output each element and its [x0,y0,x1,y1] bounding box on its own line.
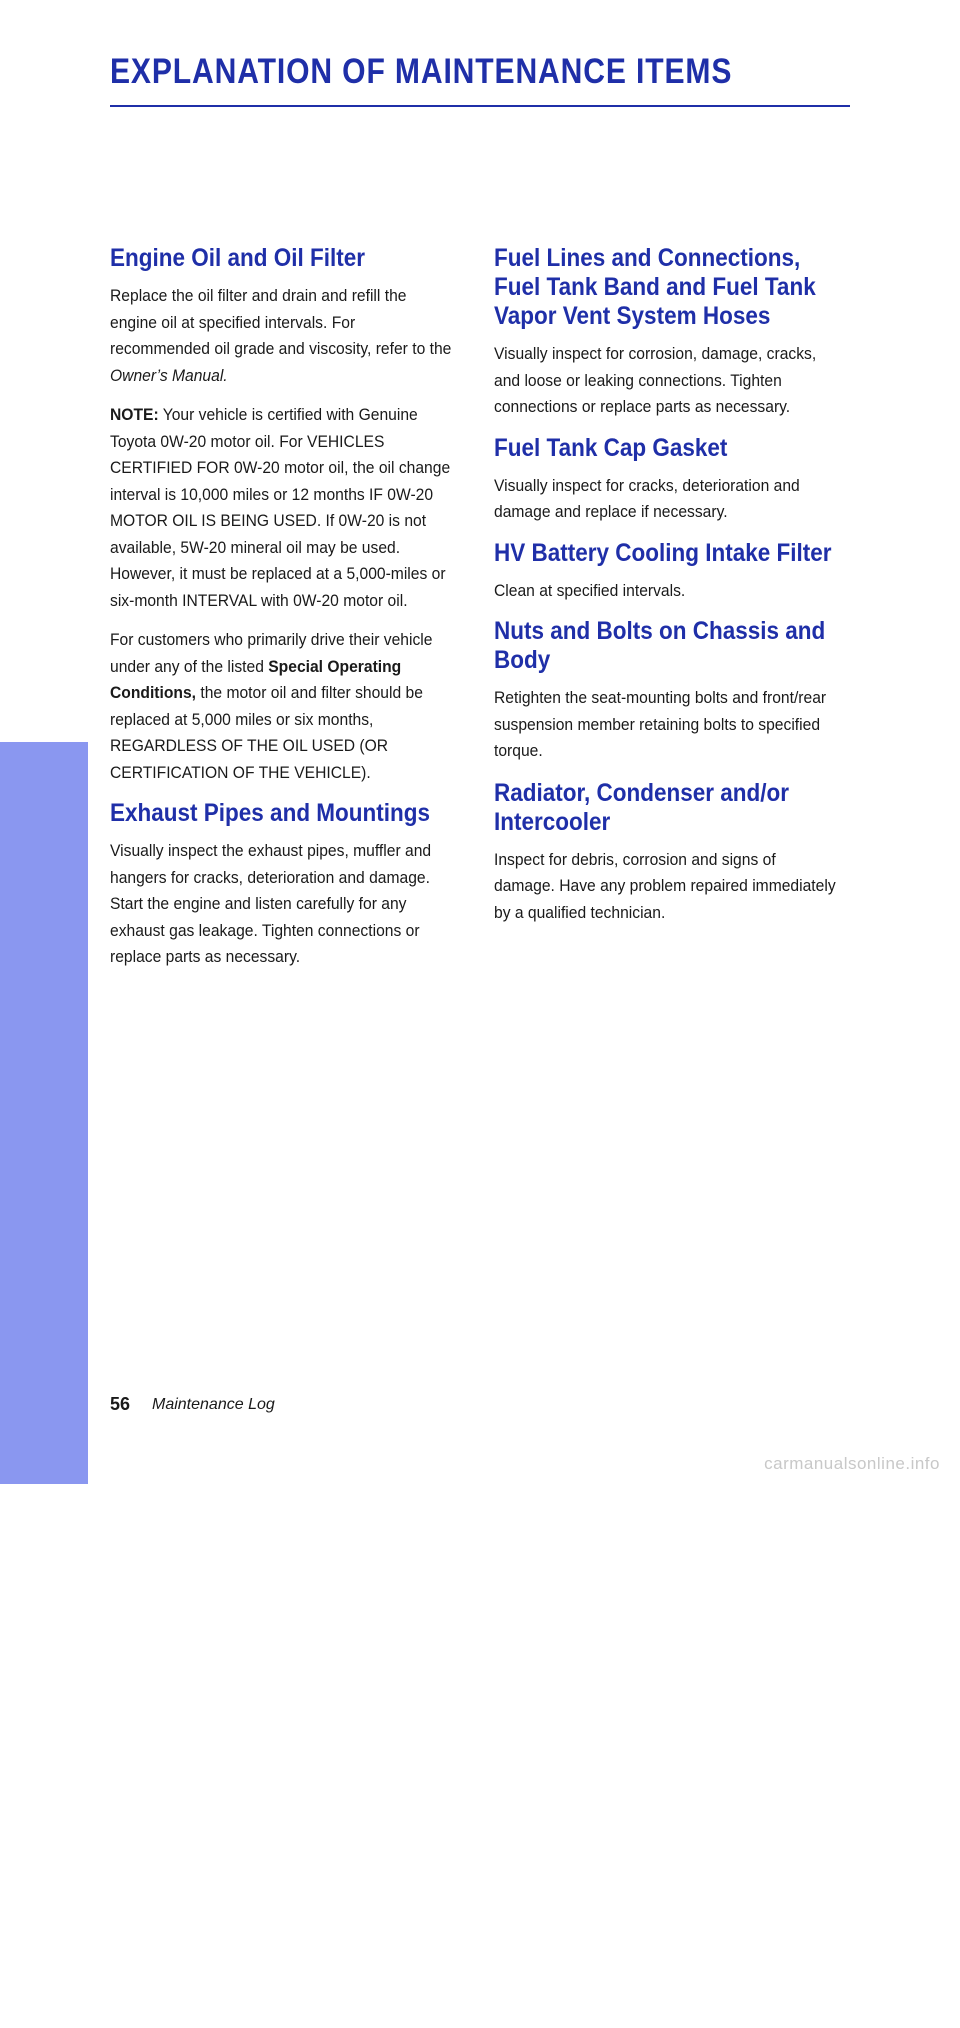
section-heading: Fuel Tank Cap Gasket [494,433,728,462]
title-divider [110,105,850,107]
section-heading: Nuts and Bolts on Chassis and Body [494,617,826,674]
paragraph: Inspect for debris, corrosion and signs of damage. Have any problem repaired immediately by a qualified technician. [494,849,836,922]
watermark: carmanualsonline.info [764,1454,940,1473]
page-title: EXPLANATION OF MAINTENANCE ITEMS [110,52,733,91]
special-conditions-term: Special Operating Conditions, [110,656,402,702]
note-paragraph [110,402,453,614]
section-nuts-bolts [494,617,839,765]
section-heading: Engine Oil and Oil Filter [110,244,366,272]
note-text: Your vehicle is certified with Genuine Toyota 0W-20 motor oil. For VEHICLES CERTIFIED FOR 0W-20 motor oil, the oil change interval is 10,000 miles or 12 months IF 0W-20 MOTOR OIL IS BEING USED. If 0W-20 is not available, 5W-20 mineral oil may be used. However, it must be replaced at a 5,000-miles or six-month INTERVAL with 0W-20 motor oil. [110,405,451,610]
section-fuel-lines [494,244,839,421]
paragraph-text: the motor oil and filter should be replaced at 5,000 miles or six months, REGARDLESS OF THE OIL USED (OR CERTIFICATION OF THE VEHICLE). [110,683,423,782]
section-hv-battery [494,539,839,605]
footer-label: Maintenance Log [152,1396,275,1413]
paragraph: Retighten the seat-mounting bolts and front/rear suspension member retaining bolts to specified torque. [494,688,827,760]
paragraph: Visually inspect for cracks, deterioration and damage and replace if necessary. [494,475,800,521]
section-exhaust [110,799,455,971]
section-heading: Fuel Lines and Connections, Fuel Tank Band and Fuel Tank Vapor Vent System Hoses [494,244,816,330]
paragraph [110,627,453,786]
section-fuel-cap [494,434,839,526]
side-tab-label: MAINTENANCE [22,1681,65,2028]
paragraph [110,283,453,389]
right-column [494,244,839,939]
paragraph-text: Replace the oil filter and drain and refill the engine oil at specified intervals. For recommended oil grade and viscosity, refer to the [110,286,452,358]
paragraph: Visually inspect the exhaust pipes, muffler and hangers for cracks, deterioration and damage. Start the engine and listen carefully for any exhaust gas leakage. Tighten connections or replace parts as necessary. [110,841,432,966]
section-heading: HV Battery Cooling Intake Filter [494,538,832,567]
section-radiator [494,779,839,927]
paragraph: Clean at specified intervals. [494,580,686,600]
section-heading: Exhaust Pipes and Mountings [110,799,431,827]
paragraph-text: For customers who primarily drive their vehicle under any of the listed [110,630,433,676]
section-heading: Radiator, Condenser and/or Intercooler [494,778,790,836]
manual-reference: Owner’s Manual. [110,365,228,385]
paragraph: Visually inspect for corrosion, damage, cracks, and loose or leaking connections. Tighten connections or replace parts as necessary. [494,344,817,416]
left-column [110,244,455,984]
side-tab [0,742,88,2028]
section-engine-oil [110,244,455,786]
note-label: NOTE: [110,405,159,424]
page-number: 56 [110,1394,131,1414]
